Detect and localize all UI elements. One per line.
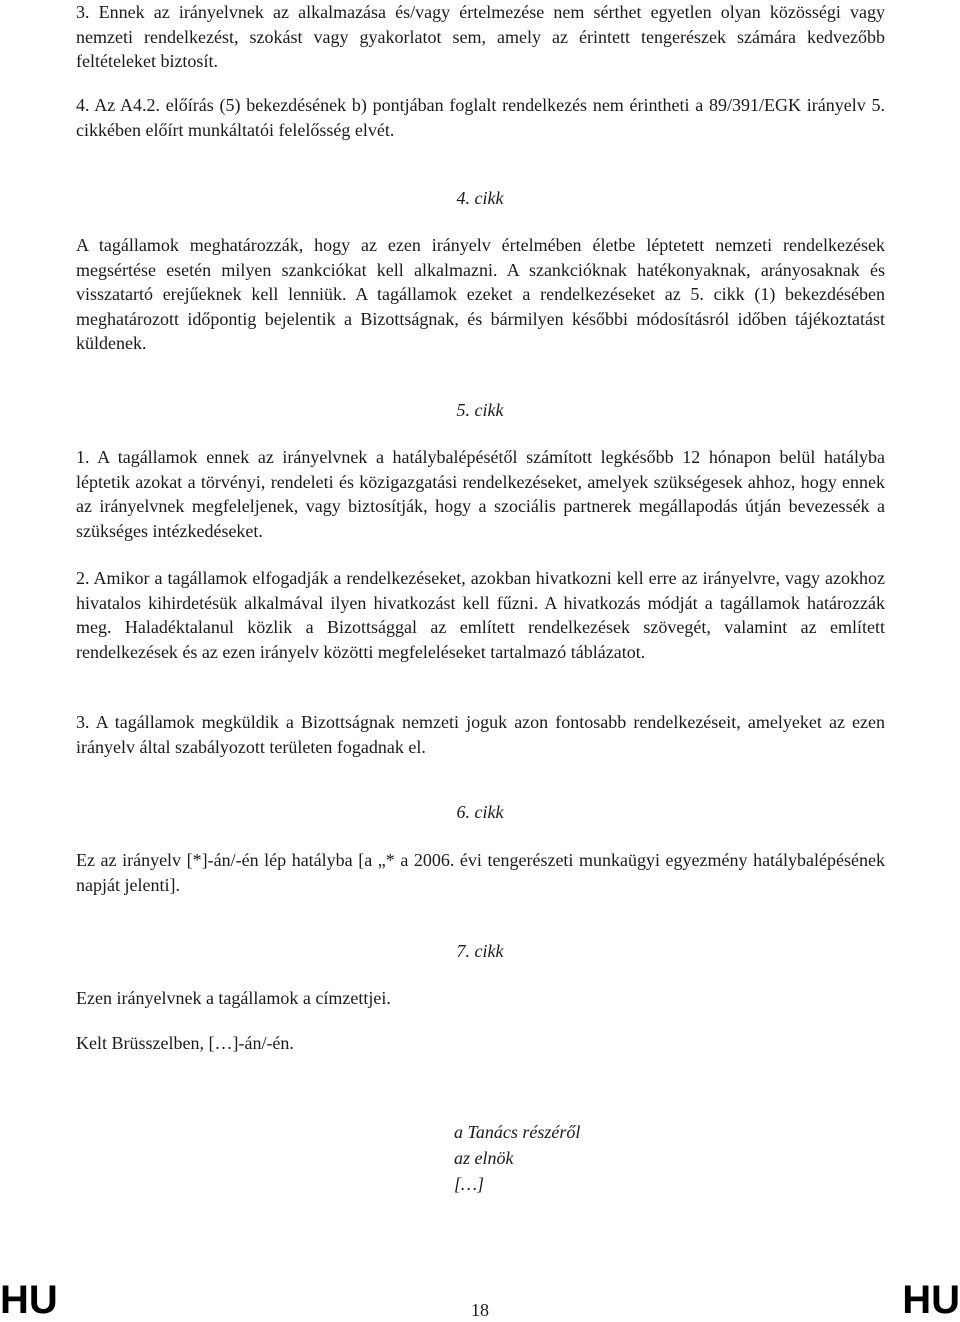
article-4-text: A tagállamok meghatározzák, hogy az ezen irányelv értelmében életbe léptetett nemzeti rendelkezések megsértése esetén milyen szankciókat kell alkalmazni. A szankcióknak hatékonyaknak, arányosaknak és visszatartó erejűeknek kell lenniük. A tagállamok ezeket a rendelkezéseket az 5. cikk (1) bekezdésében meghatározott időpontig bejelentik a Bizottságnak, és bármilyen későbbi módosításról időben tájékoztatást küldenek. bbox=[76, 235, 885, 353]
language-code-right: HU bbox=[902, 1278, 960, 1322]
article-4-heading: 4. cikk bbox=[456, 188, 504, 208]
page-number: 18 bbox=[471, 1300, 489, 1320]
closing-place-date: Kelt Brüsszelben, […]-án/-én. bbox=[76, 1033, 294, 1053]
language-code-left: HU bbox=[0, 1278, 58, 1322]
article-5-paragraph-1: 1. A tagállamok ennek az irányelvnek a hatálybalépésétől számított legkésőbb 12 hónapon belül hatályba léptetik azokat a törvényi, rendeleti és közigazgatási rendelkezéseket, amelyek szükségesek ahhoz, hogy ennek az irányelvnek megfeleljenek, vagy biztosítják, hogy a szociális partnerek megállapodás útján bevezessék a szükséges intézkedéseket. bbox=[76, 447, 885, 541]
article-6-heading: 6. cikk bbox=[456, 802, 504, 822]
signature-name: […] bbox=[454, 1174, 485, 1194]
article-7-heading: 7. cikk bbox=[456, 941, 504, 961]
article-5-paragraph-3: 3. A tagállamok megküldik a Bizottságnak nemzeti joguk azon fontosabb rendelkezéseit, amelyeket az ezen irányelv által szabályozott területen fogadnak el. bbox=[76, 712, 885, 757]
article-5-heading: 5. cikk bbox=[456, 400, 504, 420]
paragraph-3: 3. Ennek az irányelvnek az alkalmazása és/vagy értelmezése nem sérthet egyetlen olyan közösségi vagy nemzeti rendelkezést, szokást vagy gyakorlatot sem, amely az érintett tengerészek számára kedvezőbb feltételeket biztosít. bbox=[76, 2, 885, 71]
signature-block bbox=[454, 1119, 580, 1197]
article-7-text: Ezen irányelvnek a tagállamok a címzettjei. bbox=[76, 988, 391, 1008]
paragraph-4: 4. Az A4.2. előírás (5) bekezdésének b) pontjában foglalt rendelkezés nem érintheti a 89/391/EGK irányelv 5. cikkében előírt munkáltatói felelősség elvét. bbox=[76, 95, 885, 140]
signature-president: az elnök bbox=[454, 1148, 514, 1168]
signature-council: a Tanács részéről bbox=[454, 1122, 581, 1142]
article-5-paragraph-2: 2. Amikor a tagállamok elfogadják a rendelkezéseket, azokban hivatkozni kell erre az irányelvre, vagy azokhoz hivatalos kihirdetésük alkalmával ilyen hivatkozást kell fűzni. A hivatkozás módját a tagállamok határozzák meg. Haladéktalanul közlik a Bizottsággal az említett rendelkezések szövegét, valamint az említett rendelkezések és az ezen irányelv közötti megfeleléseket tartalmazó táblázatot. bbox=[76, 568, 885, 662]
article-6-text: Ez az irányelv [*]-án/-én lép hatályba [a „* a 2006. évi tengerészeti munkaügyi egyezmény hatálybalépésének napját jelenti]. bbox=[76, 850, 885, 895]
